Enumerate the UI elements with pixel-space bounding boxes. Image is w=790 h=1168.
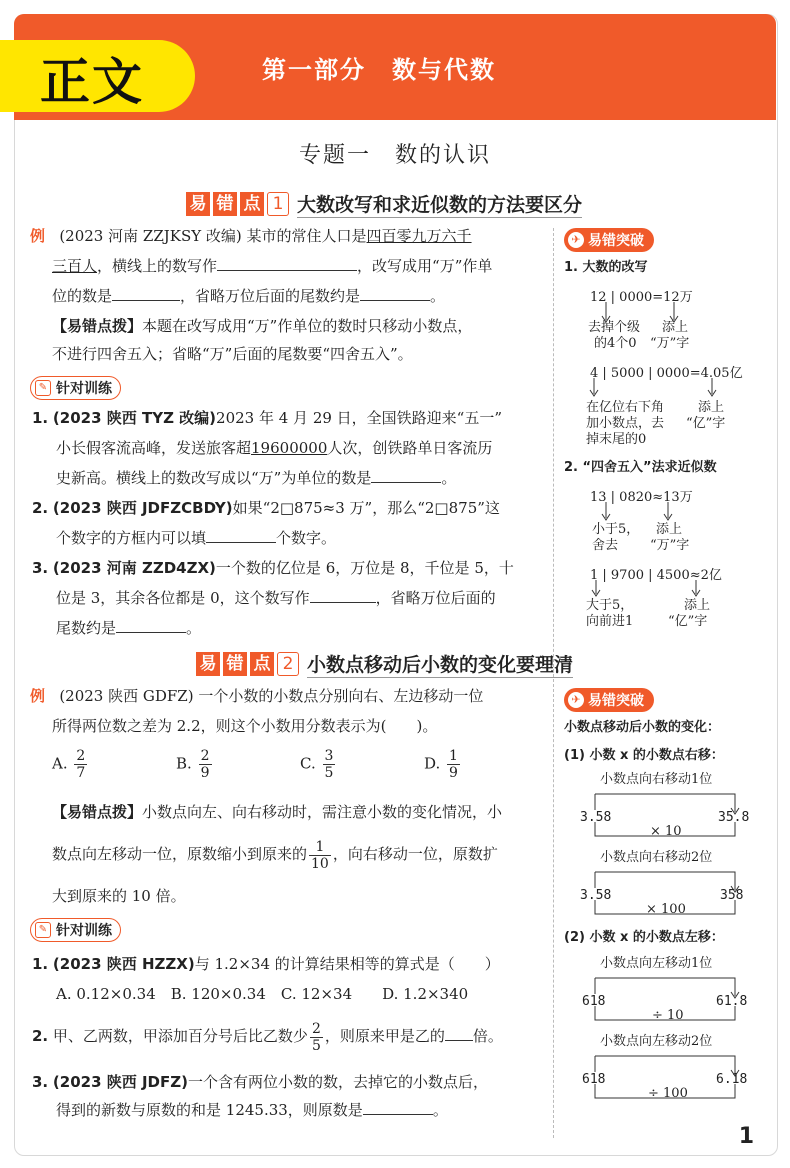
example-2-line-1 bbox=[30, 686, 483, 706]
option-letter: C. bbox=[300, 754, 316, 773]
arrow bbox=[592, 580, 600, 596]
header-char: 错 bbox=[213, 192, 237, 216]
note-left: 向前进1 bbox=[586, 614, 634, 629]
training-label: 针对训练 bbox=[56, 381, 112, 397]
diagram-value-left: 3.58 bbox=[580, 810, 612, 825]
text: 。 bbox=[186, 619, 202, 637]
side-subheading-left: (2) 小数 x 的小数点左移： bbox=[564, 930, 724, 945]
rocket-icon: ✈ bbox=[568, 692, 584, 708]
page-number: 1 bbox=[738, 1124, 754, 1149]
note-left: 去掉个级 bbox=[588, 320, 641, 335]
arrows-2-yi bbox=[584, 580, 734, 600]
tip-1-line-2: 不进行四舍五入；省略“万”后面的尾数要“四舍五入”。 bbox=[52, 345, 413, 363]
example-2-options bbox=[52, 748, 504, 792]
text: 2023 年 4 月 29 日，全国铁路迎来“五一” bbox=[216, 409, 503, 427]
column-divider bbox=[553, 228, 554, 1138]
expression: 12 | 0000=12万 bbox=[590, 290, 693, 305]
answer-blank[interactable] bbox=[112, 286, 180, 301]
example-text: (2023 河南 ZZJKSY 改编) 某市的常住人口是 bbox=[59, 227, 367, 245]
side-subheading-right: (1) 小数 x 的小数点右移： bbox=[564, 748, 724, 763]
question-number: 2. bbox=[32, 499, 49, 517]
side-heading-decimal: 小数点移动后小数的变化： bbox=[564, 720, 721, 735]
note-left: 在亿位右下角 bbox=[586, 400, 665, 415]
arrows-13-wan bbox=[584, 502, 704, 524]
rocket-icon: ✈ bbox=[568, 232, 584, 248]
question-1-3-line-3 bbox=[56, 618, 201, 638]
example-1-line-1 bbox=[30, 226, 472, 246]
header-number: 2 bbox=[277, 652, 299, 676]
tip-2-line-3: 大到原来的 10 倍。 bbox=[52, 887, 186, 905]
tip-2-line-1 bbox=[52, 802, 502, 822]
question-number: 3. bbox=[32, 559, 49, 577]
text: ，向右移动一位，原数扩 bbox=[332, 845, 498, 863]
note-right: “万”字 bbox=[650, 538, 690, 553]
numerator: 1 bbox=[309, 839, 331, 856]
tip-label: 【易错点拨】 bbox=[52, 803, 143, 821]
text: 数点向左移动一位，原数缩小到原来的 bbox=[52, 845, 308, 863]
side-heading-1: 1. 大数的改写 bbox=[564, 260, 648, 275]
example-label: 例 bbox=[30, 227, 46, 245]
side-heading-2: 2. “四舍五入”法求近似数 bbox=[564, 460, 717, 475]
diagram-operation: ÷ 10 bbox=[652, 1008, 684, 1023]
fraction bbox=[74, 748, 87, 781]
option-a[interactable] bbox=[52, 748, 176, 781]
text: 小长假客流高峰，发送旅客超 bbox=[56, 439, 252, 457]
denominator: 9 bbox=[449, 765, 458, 781]
error-point-2-header bbox=[196, 650, 573, 678]
answer-blank[interactable] bbox=[217, 256, 357, 271]
note-right: 添上 bbox=[656, 522, 683, 537]
question-source: (2023 陕西 TYZ 改编) bbox=[52, 409, 217, 427]
header-char: 点 bbox=[240, 192, 264, 216]
answer-blank[interactable] bbox=[371, 468, 441, 483]
header-char: 易 bbox=[196, 652, 220, 676]
question-1-2-line-2 bbox=[56, 528, 336, 548]
diagram-operation: × 100 bbox=[646, 902, 686, 917]
text: 小数点向左、向右移动时，需注意小数的变化情况，小 bbox=[142, 803, 503, 821]
numerator: 2 bbox=[76, 748, 86, 764]
pencil-note-icon: ✎ bbox=[35, 922, 51, 938]
numerator: 1 bbox=[449, 748, 458, 764]
note-right: “万”字 bbox=[650, 336, 690, 351]
diagram-operation: ÷ 100 bbox=[648, 1086, 688, 1101]
fraction bbox=[310, 1021, 323, 1054]
numerator: 3 bbox=[324, 748, 334, 764]
text: 。 bbox=[432, 1101, 448, 1119]
tip-2-line-2 bbox=[52, 834, 498, 874]
question-1-1-line-2 bbox=[56, 438, 492, 458]
text: ，则原来甲是乙的 bbox=[324, 1027, 445, 1045]
text: 个数字。 bbox=[276, 529, 337, 547]
numerator: 2 bbox=[311, 1020, 321, 1037]
diagram-value-right: 61.8 bbox=[716, 994, 748, 1009]
question-number: 1. bbox=[32, 409, 49, 427]
arrow bbox=[602, 502, 610, 520]
question-source: (2023 陕西 JDFZ) bbox=[52, 1073, 188, 1091]
arrows-4-05-yi bbox=[584, 378, 734, 400]
underlined-number: 三百人 bbox=[52, 257, 98, 275]
section-tag-text: 正文 bbox=[40, 53, 144, 111]
arrow bbox=[664, 502, 672, 520]
shift-diagram-1 bbox=[570, 772, 770, 842]
diagram-value-right: 6.18 bbox=[716, 1072, 748, 1087]
denominator: 7 bbox=[76, 765, 86, 781]
option-b[interactable] bbox=[176, 748, 300, 781]
example-1-line-3 bbox=[52, 286, 445, 306]
training-badge-1 bbox=[30, 376, 121, 400]
text: 个数字的方框内可以填 bbox=[56, 529, 207, 547]
diagram-caption: 小数点向左移动1位 bbox=[600, 956, 713, 971]
text: 本题在改写成用“万”作单位的数时只移动小数点， bbox=[142, 317, 473, 335]
question-2-1 bbox=[32, 954, 500, 974]
text: 一个数的亿位是 6，万位是 8，千位是 5，十 bbox=[215, 559, 514, 577]
question-source: (2023 陕西 HZZX) bbox=[52, 955, 195, 973]
question-2-1-options: A. 0.12×0.34 B. 120×0.34 C. 12×34 D. 1.2×340 bbox=[56, 985, 469, 1003]
answer-blank[interactable] bbox=[206, 528, 276, 543]
question-1-1-line-3 bbox=[56, 468, 456, 488]
answer-blank[interactable] bbox=[116, 618, 186, 633]
diagram-caption: 小数点向右移动2位 bbox=[600, 850, 713, 865]
text: ，横线上的数写作 bbox=[97, 257, 218, 275]
answer-blank[interactable] bbox=[363, 1100, 433, 1115]
arrow bbox=[692, 580, 700, 596]
answer-blank[interactable] bbox=[310, 588, 376, 603]
note-right: “亿”字 bbox=[668, 614, 708, 629]
diagram-value-right: 35.8 bbox=[718, 810, 750, 825]
note-right: 添上 bbox=[662, 320, 689, 335]
text: (2023 陕西 GDFZ) 一个小数的小数点分别向右、左边移动一位 bbox=[59, 687, 484, 705]
training-label: 针对训练 bbox=[56, 923, 112, 939]
note-left: 舍去 bbox=[592, 538, 619, 553]
denominator: 10 bbox=[311, 855, 329, 872]
option-letter: D. bbox=[424, 754, 441, 773]
text: 与 1.2×34 的计算结果相等的算式是（ ） bbox=[194, 955, 500, 973]
diagram-caption: 小数点向左移动2位 bbox=[600, 1034, 713, 1049]
question-1-3-line-2 bbox=[56, 588, 496, 608]
note-left: 的4个0 bbox=[594, 336, 637, 351]
tips-badge-2 bbox=[564, 688, 654, 712]
question-2-3-line-2 bbox=[56, 1100, 448, 1120]
header-char: 点 bbox=[250, 652, 274, 676]
pencil-note-icon: ✎ bbox=[35, 380, 51, 396]
tip-label: 【易错点拨】 bbox=[52, 317, 143, 335]
diagram-value-left: 618 bbox=[582, 1072, 606, 1087]
topic-title: 专题一 数的认识 bbox=[298, 143, 491, 168]
diagram-value-right: 358 bbox=[720, 888, 744, 903]
question-1-2 bbox=[32, 498, 500, 518]
underlined-number: 19600000 bbox=[251, 439, 328, 457]
text: 史新高。横线上的数改写成以“万”为单位的数是 bbox=[56, 469, 372, 487]
note-right: 添上 bbox=[684, 598, 711, 613]
shift-diagram-2 bbox=[570, 850, 770, 920]
header-char: 错 bbox=[223, 652, 247, 676]
diagram-caption: 小数点向右移动1位 bbox=[600, 772, 713, 787]
question-1-3 bbox=[32, 558, 514, 578]
text: 一个含有两位小数的数，去掉它的小数点后， bbox=[187, 1073, 488, 1091]
example-2-line-2: 所得两位数之差为 2.2，则这个小数用分数表示为( )。 bbox=[52, 717, 438, 735]
tips-badge-1 bbox=[564, 228, 654, 252]
text: 。 bbox=[441, 469, 457, 487]
section-tag bbox=[0, 40, 195, 112]
denominator: 5 bbox=[311, 1037, 321, 1054]
arrow bbox=[708, 378, 716, 396]
shift-diagram-4 bbox=[570, 1034, 770, 1104]
question-2-3 bbox=[32, 1072, 488, 1092]
text: 人次，创铁路单日客流历 bbox=[327, 439, 493, 457]
expression: 13 | 0820≈13万 bbox=[590, 490, 693, 505]
question-source: (2023 河南 ZZD4ZX) bbox=[52, 559, 216, 577]
tips-badge-label: 易错突破 bbox=[588, 233, 644, 249]
training-badge-2 bbox=[30, 918, 121, 942]
diagram-operation: × 10 bbox=[650, 824, 682, 839]
note-right: 添上 bbox=[698, 400, 725, 415]
error-point-1-header bbox=[186, 190, 582, 218]
question-2-2 bbox=[32, 1016, 503, 1056]
arrow bbox=[590, 378, 598, 396]
question-number: 3. bbox=[32, 1073, 49, 1091]
answer-blank[interactable] bbox=[360, 286, 430, 301]
option-d[interactable] bbox=[424, 748, 504, 781]
header-char: 易 bbox=[186, 192, 210, 216]
text: ，改写成用“万”作单 bbox=[357, 257, 493, 275]
text: 倍。 bbox=[472, 1027, 503, 1045]
header-title: 小数点移动后小数的变化要理清 bbox=[307, 650, 573, 678]
question-number: 2. bbox=[32, 1027, 49, 1045]
part-title: 第一部分 数与代数 bbox=[262, 56, 496, 84]
example-label: 例 bbox=[30, 687, 46, 705]
option-c[interactable] bbox=[300, 748, 424, 781]
fraction bbox=[309, 839, 331, 872]
question-number: 1. bbox=[32, 955, 49, 973]
expression: 1 | 9700 | 4500≈2亿 bbox=[590, 568, 722, 583]
text: ，省略万位后面的尾数约是 bbox=[180, 287, 361, 305]
note-left: 掉末尾的0 bbox=[586, 432, 647, 447]
arrow bbox=[670, 302, 678, 322]
note-left: 小于5， bbox=[592, 522, 640, 537]
diagram-value-left: 3.58 bbox=[580, 888, 612, 903]
text: ，省略万位后面的 bbox=[375, 589, 496, 607]
tip-1-line-1 bbox=[52, 316, 472, 336]
option-letter: A. bbox=[52, 754, 68, 773]
note-left: 加小数点，去 bbox=[586, 416, 665, 431]
note-left: 大于5， bbox=[586, 598, 634, 613]
expression: 4 | 5000 | 0000=4.05亿 bbox=[590, 366, 743, 381]
text: 位的数是 bbox=[52, 287, 113, 305]
fraction bbox=[447, 748, 460, 781]
text: 位是 3，其余各位都是 0，这个数写作 bbox=[56, 589, 310, 607]
option-letter: B. bbox=[176, 754, 192, 773]
fraction bbox=[323, 748, 336, 781]
arrow bbox=[602, 302, 610, 322]
denominator: 9 bbox=[200, 765, 210, 781]
text: 如果“2□875≈3 万”，那么“2□875”这 bbox=[232, 499, 500, 517]
denominator: 5 bbox=[324, 765, 334, 781]
diagram-value-left: 618 bbox=[582, 994, 606, 1009]
numerator: 2 bbox=[200, 748, 210, 764]
example-1-line-2 bbox=[52, 256, 492, 276]
text: 。 bbox=[430, 287, 446, 305]
question-1-1 bbox=[32, 408, 502, 428]
note-right: “亿”字 bbox=[686, 416, 726, 431]
text: 得到的新数与原数的和是 1245.33，则原数是 bbox=[56, 1101, 363, 1119]
header-title: 大数改写和求近似数的方法要区分 bbox=[297, 190, 582, 218]
text: 甲、乙两数，甲添加百分号后比乙数少 bbox=[52, 1027, 308, 1045]
header-number: 1 bbox=[267, 192, 289, 216]
text: 尾数约是 bbox=[56, 619, 117, 637]
answer-blank[interactable] bbox=[445, 1026, 473, 1041]
shift-diagram-3 bbox=[570, 956, 770, 1026]
fraction bbox=[199, 748, 212, 781]
underlined-number: 四百零九万六千 bbox=[366, 227, 472, 245]
question-source: (2023 陕西 JDFZCBDY) bbox=[52, 499, 233, 517]
tips-badge-label: 易错突破 bbox=[588, 693, 644, 709]
